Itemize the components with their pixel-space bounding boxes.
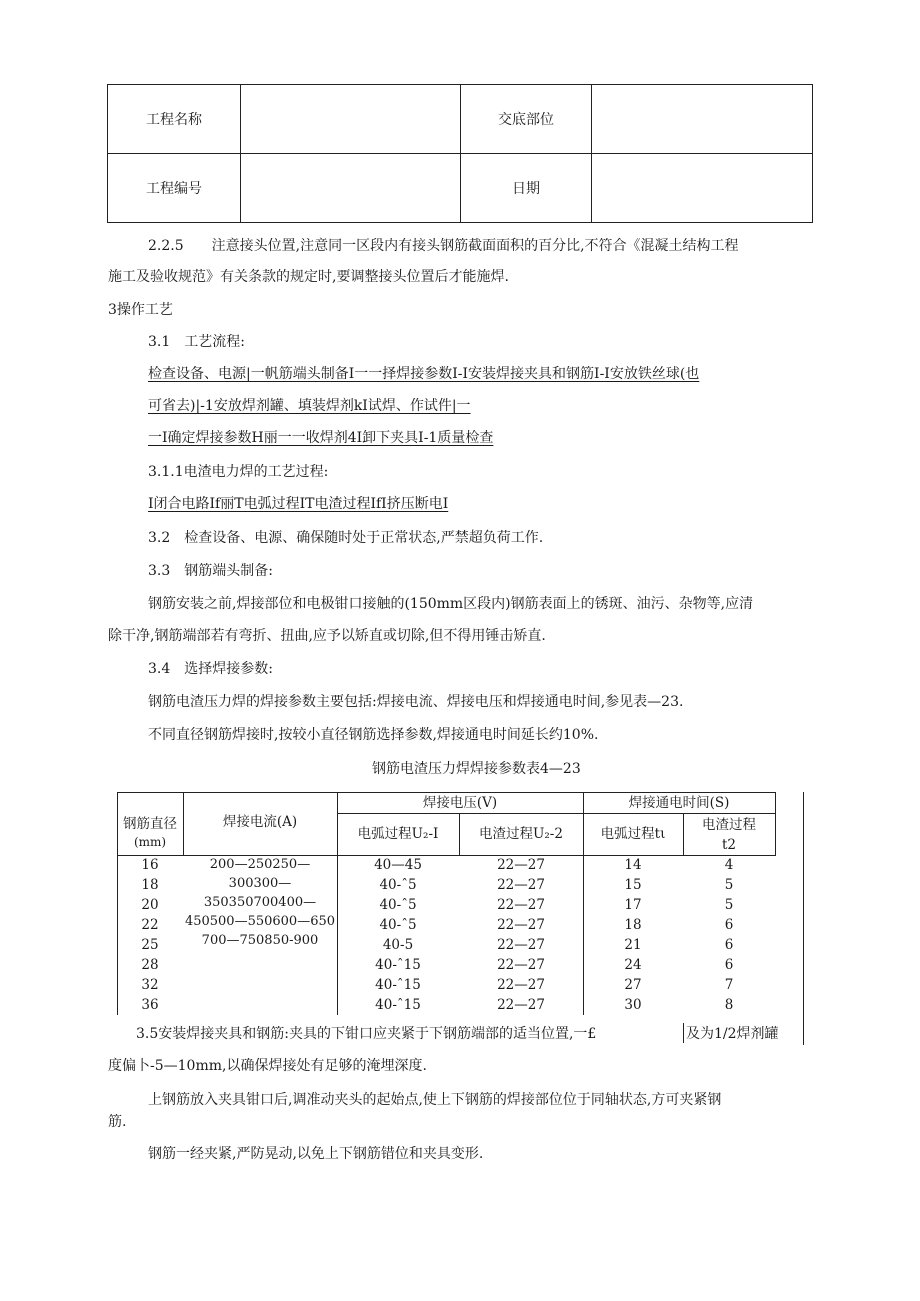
- table-cell: 40-ˆ5: [379, 917, 417, 933]
- table-cell: 40-ˆ15: [375, 977, 421, 993]
- table-cell: 21: [624, 937, 642, 953]
- project-name-value: [241, 85, 461, 154]
- date-label: 日期: [461, 154, 592, 223]
- arc-time-column: [583, 855, 683, 1015]
- sub-slag-time-line1: 电渣过程: [702, 817, 756, 833]
- col-current: 焊接电流(A): [222, 814, 298, 830]
- table-cell: 22—27: [497, 977, 545, 993]
- table-cell: 36: [141, 997, 159, 1013]
- project-name-label: 工程名称: [108, 85, 241, 154]
- col-time: 焊接通电时间(S): [628, 795, 730, 811]
- col-voltage: 焊接电压(V): [422, 795, 498, 811]
- table-cell: 40-ˆ15: [375, 997, 421, 1013]
- current-column: [183, 855, 337, 950]
- handover-part-value: [592, 85, 813, 154]
- current-text-line: 700—750850-900: [201, 933, 319, 948]
- table-cell: 22—27: [497, 917, 545, 933]
- current-text-line: 350350700400—: [203, 895, 317, 910]
- current-text-line: 450500—550600—650: [184, 914, 336, 929]
- table-cell: 40-ˆ5: [379, 897, 417, 913]
- section-33-line1: 钢筋安装之前,焊接部位和电极钳口接触的(150mm区段内)钢筋表面上的锈斑、油污、杂物等,应清: [148, 596, 754, 612]
- table-cell: 22—27: [497, 997, 545, 1013]
- table-cell: 22: [141, 917, 159, 933]
- table-cell: 7: [724, 977, 734, 993]
- section-31-heading: 3.1 工艺流程:: [148, 334, 245, 350]
- section-34-heading: 3.4 选择焊接参数:: [148, 661, 273, 677]
- current-text-line: 200—250250—: [209, 857, 311, 872]
- section-33-line2: 除干净,钢筋端部若有弯折、扭曲,应予以矫直或切除,但不得用锤击矫直.: [108, 628, 546, 644]
- table-cell: 15: [624, 877, 642, 893]
- flow-line-2: 可省去)|-1安放焊剂罐、填装焊剂kI试焊、作试件|一: [148, 398, 471, 414]
- table-cell: 22—27: [497, 897, 545, 913]
- table-cell: 16: [141, 857, 159, 873]
- section-34-body1: 钢筋电渣压力焊的焊接参数主要包括:焊接电流、焊接电压和焊接通电时间,参见表—23.: [148, 694, 684, 710]
- project-no-value: [241, 154, 461, 223]
- section-35-line1-right: 及为1/2焊剂罐: [686, 1026, 779, 1042]
- section-35-line1: 3.5安装焊接夹具和钢筋:夹具的下钳口应夹紧于下钢筋端部的适当位置,一£: [136, 1024, 600, 1044]
- project-no-label: 工程编号: [108, 154, 241, 223]
- section-33-heading: 3.3 钢筋端头制备:: [148, 563, 273, 579]
- table-caption: 钢筋电渣压力焊焊接参数表4—23: [372, 761, 581, 777]
- table-cell: 14: [624, 857, 642, 873]
- table-cell: 40-5: [382, 937, 414, 953]
- table-cell: 32: [141, 977, 159, 993]
- diameter-column: [117, 855, 183, 1015]
- table-cell: 18: [141, 877, 159, 893]
- flow-line-3: 一I确定焊接参数H丽一一收焊剂4I卸下夹具I-1质量检查: [148, 430, 494, 446]
- table-cell: 18: [624, 917, 642, 933]
- arc-voltage-column: [337, 855, 459, 1015]
- table-cell: 6: [724, 957, 734, 973]
- section-3-heading: 3操作工艺: [108, 302, 173, 318]
- sub-arc-voltage: 电弧过程U₂-I: [357, 826, 439, 842]
- section-32: 3.2 检查设备、电源、确保随时处于正常状态,严禁超负荷工作.: [148, 530, 544, 546]
- current-text-line: 300300—: [228, 876, 292, 891]
- table-cell: 5: [724, 897, 734, 913]
- table-cell: 8: [724, 997, 734, 1013]
- sub-slag-voltage: 电渣过程U₂-2: [479, 826, 563, 842]
- table-cell: 24: [624, 957, 642, 973]
- sub-slag-time-line2: t2: [721, 837, 736, 853]
- section-311-flow: I闭合电路If丽T电弧过程IT电渣过程IfI挤压断电I: [148, 496, 449, 512]
- date-value: [592, 154, 813, 223]
- sub-arc-time: 电弧过程tι: [600, 826, 666, 842]
- section-35-line2: 度偏卜-5—10mm,以确保焊接处有足够的淹埋深度.: [108, 1058, 427, 1074]
- para-225-line1: 2.2.5 注意接头位置,注意同一区段内有接头钢筋截面面积的百分比,不符合《混凝土结构工程: [148, 238, 739, 254]
- slag-time-column: [683, 855, 775, 1015]
- para-upper-line1: 上钢筋放入夹具钳口后,调准动夹头的起始点,使上下钢筋的焊接部位位于同轴状态,方可夹紧钢: [148, 1092, 722, 1108]
- table-cell: 22—27: [497, 957, 545, 973]
- table-cell: 20: [141, 897, 159, 913]
- table-cell: 22—27: [497, 857, 545, 873]
- table-cell: 17: [624, 897, 642, 913]
- table-cell: 40-ˆ15: [375, 957, 421, 973]
- header-info-table: [107, 84, 813, 223]
- flow-line-1: 检查设备、电源|一帆筋端头制备I一一择焊接参数I-I安装焊接夹具和钢筋I-I安放铁丝球(也: [148, 366, 700, 382]
- table-cell: 25: [141, 937, 159, 953]
- table-cell: 6: [724, 917, 734, 933]
- table-cell: 4: [724, 857, 734, 873]
- table-cell: 40—45: [374, 857, 422, 873]
- slag-voltage-column: [459, 855, 583, 1015]
- table-cell: 30: [624, 997, 642, 1013]
- handover-part-label: 交底部位: [461, 85, 592, 154]
- table-cell: 22—27: [497, 937, 545, 953]
- table-cell: 28: [141, 957, 159, 973]
- section-34-body2: 不同直径钢筋焊接时,按较小直径钢筋选择参数,焊接通电时间延长约10%.: [148, 727, 599, 743]
- table-cell: 40-ˆ5: [379, 877, 417, 893]
- table-cell: 22—27: [497, 877, 545, 893]
- para-upper-line2: 筋.: [108, 1114, 127, 1130]
- para-225-line2: 施工及验收规范》有关条款的规定时,要调整接头位置后才能施焊.: [108, 269, 509, 285]
- col-diameter-line1: 钢筋直径: [123, 816, 177, 832]
- table-cell: 5: [724, 877, 734, 893]
- col-diameter-line2: (mm): [133, 835, 167, 849]
- table-cell: 27: [624, 977, 642, 993]
- table-cell: 6: [724, 937, 734, 953]
- section-311-heading: 3.1.1电渣电力焊的工艺过程:: [148, 464, 329, 480]
- para-clamp: 钢筋一经夹紧,严防晃动,以免上下钢筋错位和夹具变形.: [148, 1146, 484, 1162]
